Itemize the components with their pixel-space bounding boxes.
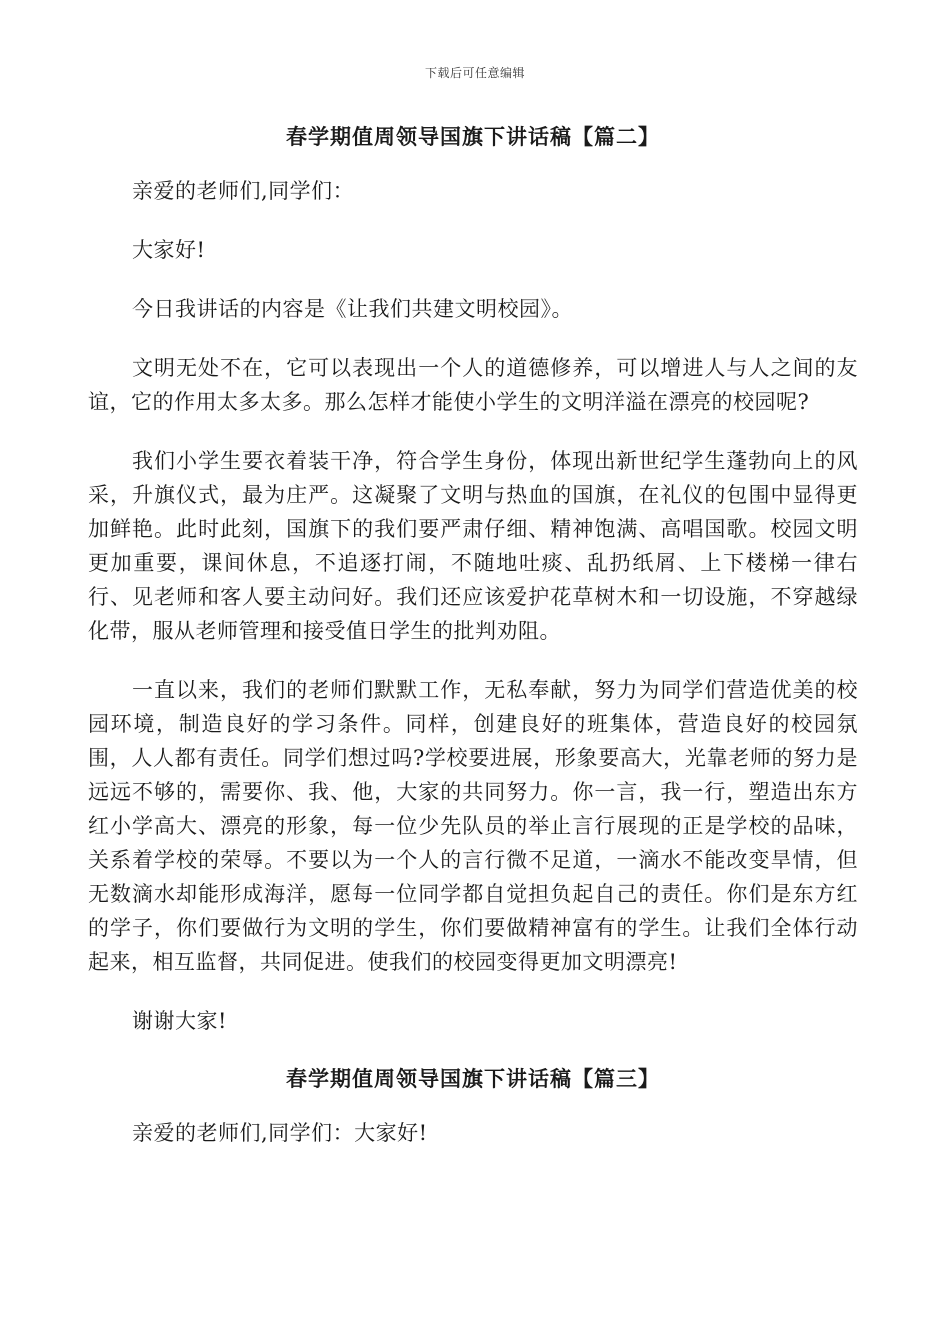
header-note: 下载后可任意编辑	[424, 66, 525, 80]
body-paragraph: 文明无处不在，它可以表现出一个人的道德修养，可以增进人与人之间的友谊，它的作用太多太多。那么怎样才能使小学生的文明洋溢在漂亮的校园呢?	[88, 356, 858, 414]
salutation: 亲爱的老师们,同学们：	[132, 179, 355, 203]
closing-thanks: 谢谢大家!	[132, 1009, 227, 1033]
topic-intro: 今日我讲话的内容是《让我们共建文明校园》。	[132, 297, 573, 321]
greeting: 大家好!	[132, 238, 206, 262]
document-body	[88, 120, 858, 1175]
section-title-3: 春学期值周领导国旗下讲话稿【篇三】	[286, 1066, 660, 1091]
body-paragraph: 我们小学生要衣着装干净，符合学生身份，体现出新世纪学生蓬勃向上的风采，升旗仪式，最为庄严。这凝聚了文明与热血的国旗，在礼仪的包围中显得更加鲜艳。此时此刻，国旗下的我们要严肃仔细、精神饱满、高唱国歌。校园文明更加重要，课间休息，不追逐打闹，不随地吐痰、乱扔纸屑、上下楼梯一律右行、见老师和客人要主动问好。我们还应该爱护花草树木和一切设施，不穿越绿化带，服从老师管理和接受值日学生的批判劝阻。	[88, 449, 858, 643]
salutation: 亲爱的老师们,同学们：大家好!	[132, 1121, 428, 1145]
body-paragraph: 一直以来，我们的老师们默默工作，无私奉献，努力为同学们营造优美的校园环境，制造良好的学习条件。同样，创建良好的班集体，营造良好的校园氛围，人人都有责任。同学们想过吗?学校要进展，形象要高大，光靠老师的努力是远远不够的，需要你、我、他，大家的共同努力。你一言，我一行，塑造出东方红小学高大、漂亮的形象，每一位少先队员的举止言行展现的正是学校的品味，关系着学校的荣辱。不要以为一个人的言行微不足道，一滴水不能改变旱情，但无数滴水却能形成海洋，愿每一位同学都自觉担负起自己的责任。你们是东方红的学子，你们要做行为文明的学生，你们要做精神富有的学生。让我们全体行动起来，相互监督，共同促进。使我们的校园变得更加文明漂亮!	[88, 678, 858, 974]
section-title-2: 春学期值周领导国旗下讲话稿【篇二】	[286, 124, 660, 149]
